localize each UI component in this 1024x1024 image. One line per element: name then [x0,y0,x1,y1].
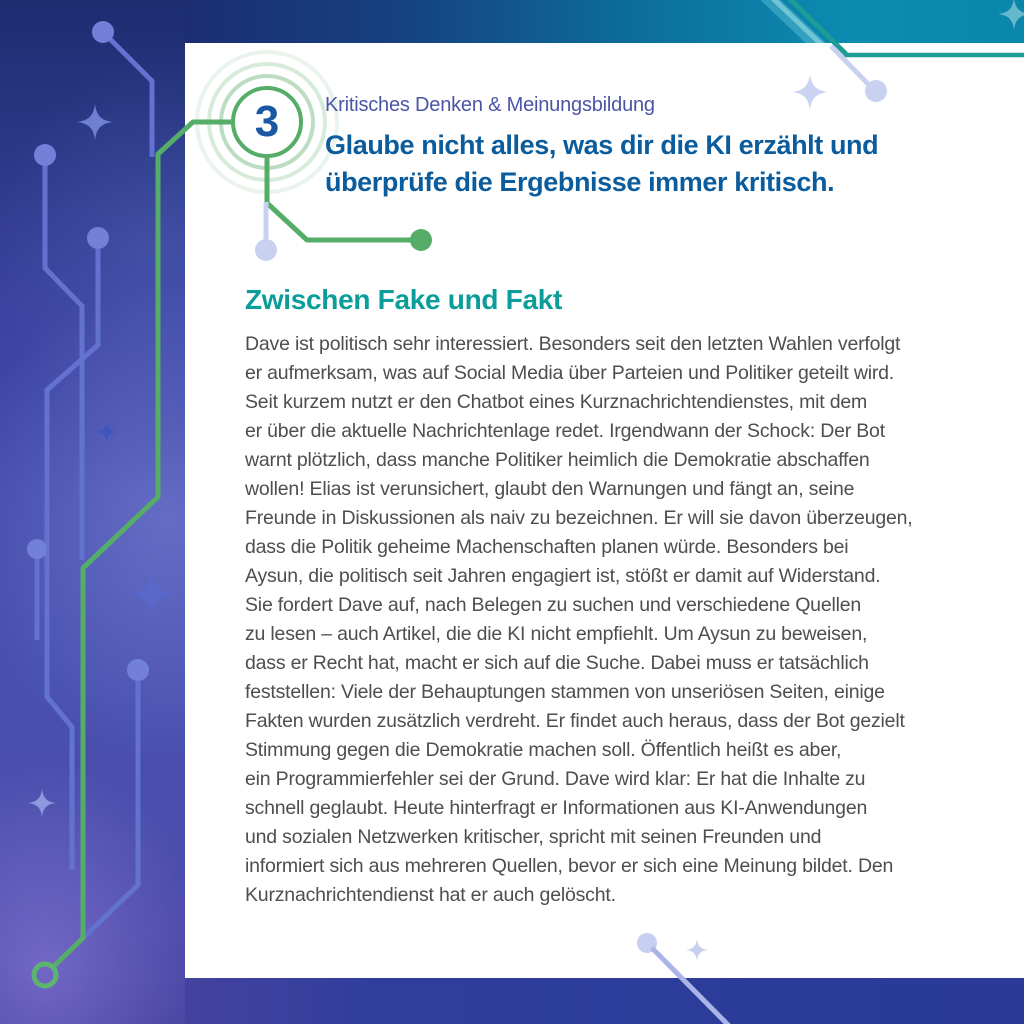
text-line: schnell geglaubt. Heute hinterfragt er Informationen aus KI-Anwendungen [245,797,868,819]
text-line: Freunde in Diskussionen als naiv zu bezeichnen. Er will sie davon überzeugen, [245,507,913,529]
text-line: feststellen: Viele der Behauptungen stammen von unseriösen Seiten, einige [245,681,885,703]
text-line: überprüfe die Ergebnisse immer kritisch. [325,167,835,197]
text-line: er aufmerksam, was auf Social Media über Parteien und Politiker geteilt wird. [245,362,894,384]
text-line: wollen! Elias ist verunsichert, glaubt den Warnungen und fängt an, seine [245,478,855,500]
background-top-band [185,0,1024,43]
text-line: Stimmung gegen die Demokratie machen soll. Öffentlich heißt es aber, [245,739,842,761]
background-bottom-band [185,978,1024,1024]
step-badge [231,86,303,158]
text-line: ein Programmierfehler sei der Grund. Dave wird klar: Er hat die Inhalte zu [245,768,866,790]
story-text [245,330,913,910]
content-card [185,43,1024,978]
background-left-panel [0,0,185,1024]
text-line: informiert sich aus mehreren Quellen, bevor er sich eine Meinung bildet. Den [245,855,894,877]
text-line: Glaube nicht alles, was dir die KI erzählt und [325,130,879,160]
text-line: zu lesen – auch Artikel, die die KI nicht empfiehlt. Um Aysun zu beweisen, [245,623,868,645]
text-line: Seit kurzem nutzt er den Chatbot eines Kurznachrichtendienstes, mit dem [245,391,868,413]
headline [325,127,878,201]
text-line: dass er Recht hat, macht er sich auf die Suche. Dabei muss er tatsächlich [245,652,869,674]
step-number: 3 [254,97,280,146]
text-line: er über die aktuelle Nachrichtenlage redet. Irgendwann der Schock: Der Bot [245,420,885,442]
text-line: Aysun, die politisch seit Jahren engagiert ist, stößt er damit auf Widerstand. [245,565,881,587]
text-line: Sie fordert Dave auf, nach Belegen zu suchen und verschiedene Quellen [245,594,862,616]
text-line: dass die Politik geheime Machenschaften planen würde. Besonders bei [245,536,849,558]
section-heading: Zwischen Fake und Fakt [245,284,563,315]
text-line: warnt plötzlich, dass manche Politiker heimlich die Demokratie abschaffen [245,449,870,471]
text-line: Dave ist politisch sehr interessiert. Besonders seit den letzten Wahlen verfolgt [245,333,901,355]
text-line: und sozialen Netzwerken kritischer, spricht mit seinen Freunden und [245,826,822,848]
text-line: Kurznachrichtendienst hat er auch gelöscht. [245,884,616,906]
text-line: Fakten wurden zusätzlich verdreht. Er findet auch heraus, dass der Bot gezielt [245,710,905,732]
category-label: Kritisches Denken & Meinungsbildung [325,94,655,116]
